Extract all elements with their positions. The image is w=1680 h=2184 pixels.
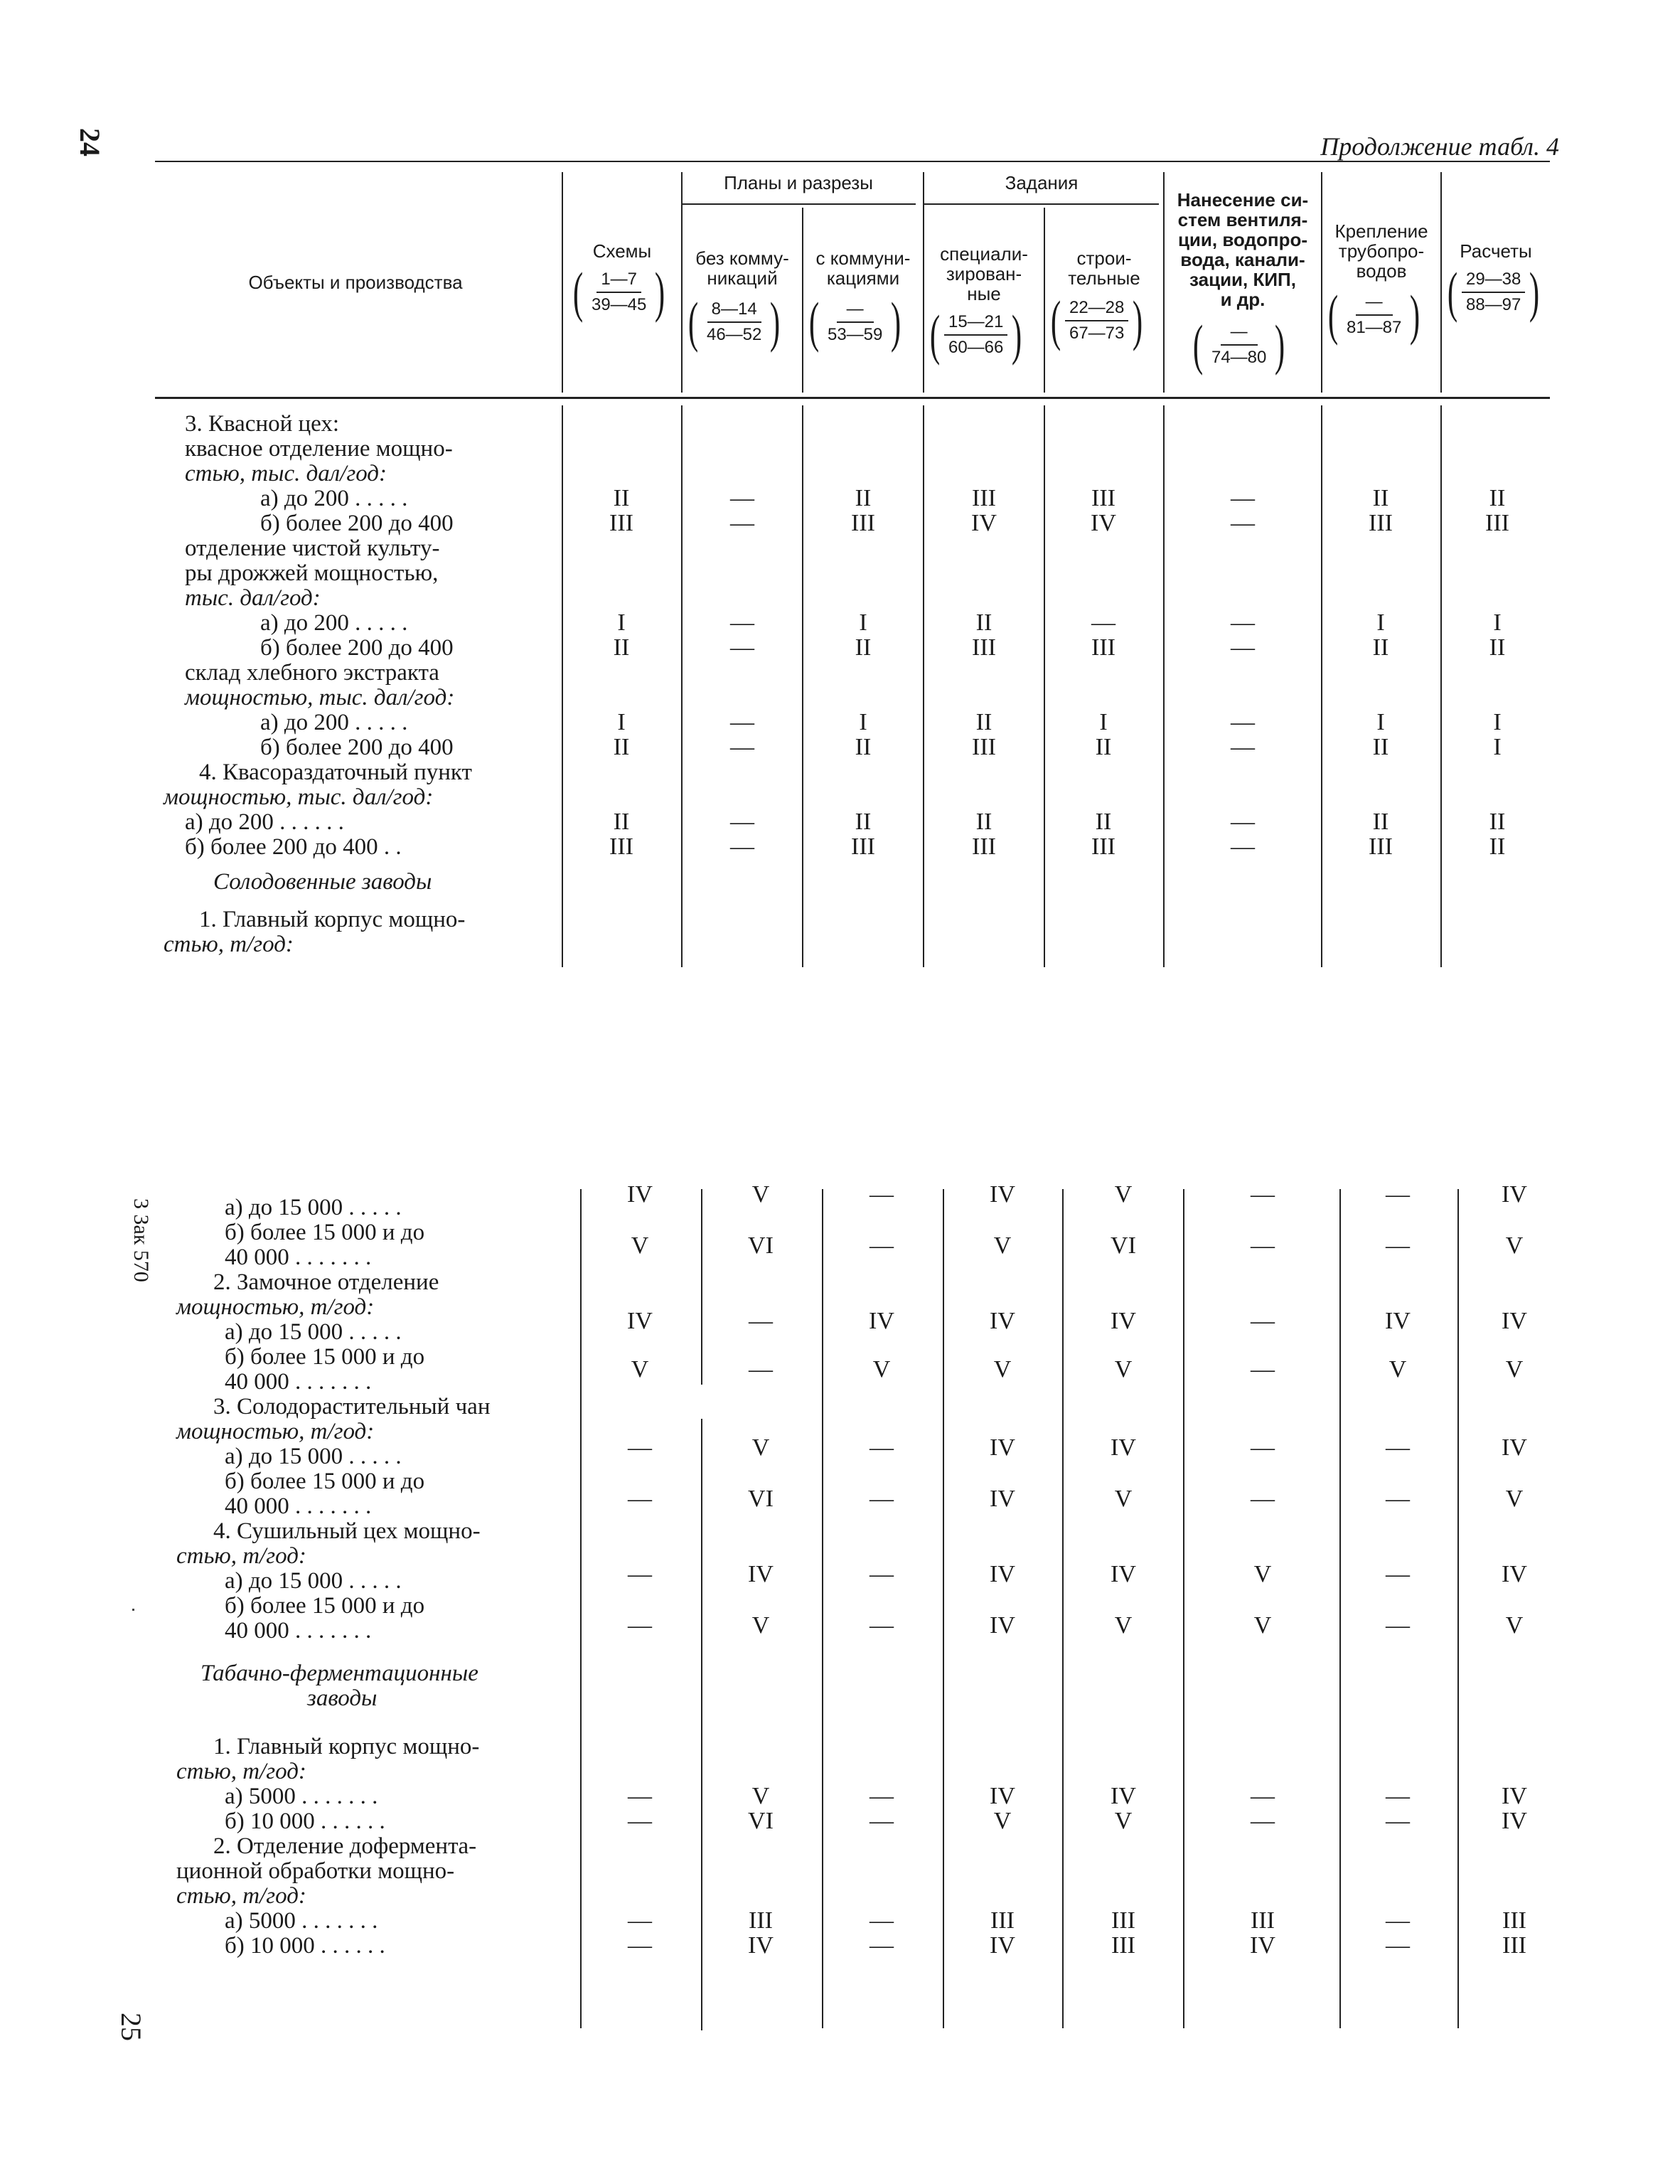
top-cell-r6-c2: II [855,809,872,835]
continuation-title: Продолжение табл. 4 [1320,132,1559,161]
top-label-4: б) более 200 до 400 [260,511,454,536]
bottom-cell-r5-c0: — [628,1486,652,1512]
bottom-cell-r1-c3: V [993,1232,1012,1259]
top-cell-r7-c6: III [1369,833,1393,860]
bottom-cell-r10-c1: III [749,1907,773,1934]
bottom-label-16: б) более 15 000 и до [225,1593,425,1619]
bottom-label-13: 4. Сушильный цех мощно- [213,1518,481,1544]
bottom-cell-r3-c0: V [631,1356,649,1383]
bottom-cell-r2-c3: IV [990,1308,1015,1334]
top-cell-r0-c0: II [613,485,630,511]
bottom-cell-r9-c5: — [1251,1808,1275,1834]
col-fastening-fraction: ( $\frac{—}{81—87}$ ) [1327,284,1420,346]
bottom-cell-r11-c6: — [1386,1932,1410,1959]
col-tasks-special-l3: ные [967,283,1001,304]
col-systems-l2: стем вентиля- [1177,209,1308,230]
top-div-5 [1044,405,1045,967]
top-cell-r1-c5: — [1231,510,1255,536]
bottom-cell-r8-c7: IV [1502,1783,1527,1809]
header-bottom-rule [155,397,1550,399]
top-label-2: стью, тыс. дал/год: [185,461,387,486]
col-tasks-building-l1: строи- [1076,247,1132,269]
top-cell-r3-c6: II [1372,634,1389,661]
bottom-cell-r6-c4: IV [1111,1561,1136,1587]
bot-div-7 [1339,1189,1341,2028]
bottom-cell-r1-c4: VI [1111,1232,1136,1259]
col-plans-without-fraction: ( $\frac{8—14}{46—52}$ ) [687,291,781,353]
col-systems-l1: Нанесение си- [1177,189,1309,211]
bottom-cell-r6-c7: IV [1502,1561,1527,1587]
top-div-3 [802,405,803,967]
bottom-label-28: б) 10 000 . . . . . . [225,1933,385,1959]
tasks-group-rule [924,203,1159,205]
top-cell-r5-c4: II [1095,734,1112,760]
top-cell-r3-c1: — [730,634,754,661]
top-cell-r5-c7: I [1493,734,1502,760]
bottom-cell-r11-c1: IV [748,1932,774,1959]
bottom-cell-r4-c4: IV [1111,1434,1136,1461]
margin-note: 3 Зак 570 [129,1198,153,1282]
bottom-label-1: б) более 15 000 и до [225,1220,425,1245]
bottom-cell-r9-c2: — [870,1808,894,1834]
top-label-6: ры дрожжей мощностью, [185,560,439,586]
bottom-cell-r6-c2: — [870,1561,894,1587]
bottom-cell-r4-c1: V [751,1434,770,1461]
col-systems-l6: и др. [1220,289,1266,310]
bottom-cell-r11-c2: — [870,1932,894,1959]
top-cell-r7-c4: III [1091,833,1115,860]
bottom-cell-r8-c6: — [1386,1783,1410,1809]
top-cell-r4-c1: — [730,709,754,735]
bottom-label-23: б) 10 000 . . . . . . [225,1809,385,1834]
bottom-label-24: 2. Отделение доферментa- [213,1833,477,1859]
top-cell-r6-c3: II [975,809,993,835]
col-plans-with-l2: кациями [826,267,900,289]
bottom-cell-r2-c2: IV [869,1308,894,1334]
top-cell-r2-c0: I [617,609,626,636]
top-label-16: а) до 200 . . . . . . [185,809,344,835]
right-page-number: 25 [115,2013,147,2041]
bottom-cell-r7-c6: — [1386,1612,1410,1639]
col-plans-with-l1: с коммуни- [815,247,911,269]
top-cell-r1-c3: IV [971,510,997,536]
top-cell-r2-c3: II [975,609,993,636]
bot-div-3 [822,1189,823,2028]
top-cell-r1-c2: III [851,510,875,536]
bottom-cell-r0-c6: — [1386,1181,1410,1208]
top-cell-r3-c3: III [972,634,996,661]
top-cell-r5-c5: — [1231,734,1255,760]
bottom-cell-r4-c3: IV [990,1434,1015,1461]
bottom-cell-r8-c1: V [751,1783,770,1809]
top-cell-r5-c3: III [972,734,996,760]
bottom-cell-r3-c7: V [1505,1356,1524,1383]
bottom-cell-r2-c6: IV [1385,1308,1411,1334]
bottom-cell-r8-c5: — [1251,1783,1275,1809]
bottom-label-14: стью, т/год: [176,1543,306,1569]
bottom-label-8: 3. Солодорастительный чан [213,1394,491,1419]
col-plans-with-fraction: ( $\frac{—}{53—59}$ ) [808,291,901,353]
bottom-label-25: ционной обработки мощно- [176,1858,455,1884]
top-cell-r6-c6: II [1372,809,1389,835]
top-cell-r2-c7: I [1493,609,1502,636]
top-cell-r4-c2: I [859,709,867,735]
bottom-cell-r3-c5: — [1251,1356,1275,1383]
bottom-label-26: стью, т/год: [176,1883,306,1909]
top-cell-r4-c0: I [617,709,626,735]
bottom-cell-r10-c7: III [1502,1907,1526,1934]
bottom-cell-r1-c1: VI [748,1232,774,1259]
bottom-cell-r7-c2: — [870,1612,894,1639]
bottom-label-0: а) до 15 000 . . . . . [225,1195,402,1220]
top-rule [155,161,1550,162]
bottom-cell-r3-c1: — [749,1356,773,1383]
col-plans-without-l1: без комму- [695,247,789,269]
top-cell-r4-c3: II [975,709,993,735]
top-cell-r7-c0: III [609,833,633,860]
top-label-0: 3. Квасной цех: [185,411,340,437]
col-systems-fraction: ( $\frac{—}{74—80}$ ) [1192,314,1285,375]
bottom-cell-r3-c2: V [872,1356,891,1383]
top-cell-r7-c2: III [851,833,875,860]
top-cell-r0-c5: — [1231,485,1255,511]
top-cell-r0-c7: II [1489,485,1506,511]
top-cell-r1-c7: III [1485,510,1509,536]
top-div-8 [1440,405,1442,967]
bottom-cell-r10-c5: III [1251,1907,1275,1934]
top-cell-r1-c0: III [609,510,633,536]
bottom-cell-r6-c6: — [1386,1561,1410,1587]
bottom-cell-r7-c4: V [1114,1612,1133,1639]
bottom-cell-r9-c3: V [993,1808,1012,1834]
bottom-cell-r1-c0: V [631,1232,649,1259]
bottom-cell-r3-c4: V [1114,1356,1133,1383]
bottom-cell-r0-c4: V [1114,1181,1133,1208]
col-tasks-building-l2: тельные [1068,267,1140,289]
bottom-cell-r4-c2: — [870,1434,894,1461]
bot-div-2a [701,1189,702,1385]
top-div-6 [1163,405,1165,967]
bottom-label-27: а) 5000 . . . . . . . [225,1908,378,1934]
top-label-17: б) более 200 до 400 . . [185,834,402,860]
bottom-label-10: а) до 15 000 . . . . . [225,1444,402,1469]
top-cell-r6-c1: — [730,809,754,835]
bottom-cell-r2-c0: IV [627,1308,653,1334]
top-div-4 [923,405,924,967]
hdr-div-3 [802,208,803,393]
col-plans-without-l2: никаций [707,267,778,289]
top-label-12: а) до 200 . . . . . [260,710,408,735]
top-label-1: квасное отделение мощно- [185,436,453,462]
top-cell-r2-c4: — [1091,609,1115,636]
bottom-label-6: б) более 15 000 и до [225,1344,425,1370]
plans-group-rule [681,203,916,205]
bottom-cell-r5-c4: V [1114,1486,1133,1512]
top-cell-r3-c2: II [855,634,872,661]
margin-dot [132,1609,134,1611]
top-cell-r6-c7: II [1489,809,1506,835]
bottom-label-11: б) более 15 000 и до [225,1469,425,1494]
top-cell-r5-c6: II [1372,734,1389,760]
bottom-cell-r5-c7: V [1505,1486,1524,1512]
bottom-label-4: мощностью, т/год: [176,1294,375,1320]
bottom-label-9: мощностью, т/год: [176,1419,375,1444]
hdr-div-1 [562,172,563,393]
col-objects-header: Объекты и производства [248,272,463,293]
bottom-cell-r11-c0: — [628,1932,652,1959]
top-label-18: Солодовенные заводы [213,869,432,895]
bottom-cell-r9-c0: — [628,1808,652,1834]
tasks-group-header: Задания [1005,172,1079,193]
col-fastening-l2: трубопро- [1338,240,1425,262]
top-label-7: тыс. дал/год: [185,585,321,611]
bottom-cell-r7-c0: — [628,1612,652,1639]
top-cell-r4-c4: I [1099,709,1108,735]
top-label-13: б) более 200 до 400 [260,735,454,760]
col-fastening-l3: водов [1356,260,1407,282]
bottom-label-15: а) до 15 000 . . . . . [225,1568,402,1594]
top-cell-r0-c6: II [1372,485,1389,511]
bottom-cell-r4-c6: — [1386,1434,1410,1461]
bottom-cell-r2-c5: — [1251,1308,1275,1334]
top-cell-r4-c7: I [1493,709,1502,735]
top-div-7 [1321,405,1322,967]
bot-div-2b [701,1419,702,2030]
top-label-15: мощностью, тыс. дал/год: [164,784,434,810]
top-label-10: склад хлебного экстракта [185,660,439,686]
bottom-cell-r5-c1: VI [748,1486,774,1512]
top-label-8: а) до 200 . . . . . [260,610,408,636]
bottom-cell-r7-c3: IV [990,1612,1015,1639]
top-label-11: мощностью, тыс. дал/год: [185,685,455,710]
top-cell-r2-c1: — [730,609,754,636]
bottom-cell-r0-c7: IV [1502,1181,1527,1208]
top-cell-r5-c2: II [855,734,872,760]
bottom-cell-r6-c1: IV [748,1561,774,1587]
top-cell-r0-c2: II [855,485,872,511]
bottom-label-19: заводы [307,1685,378,1711]
bottom-cell-r7-c5: V [1253,1612,1272,1639]
col-calc-fraction: ( $\frac{29—38}{88—97}$ ) [1447,261,1540,323]
top-div-2 [681,405,683,967]
bottom-label-2: 40 000 . . . . . . . [225,1245,372,1270]
bottom-cell-r10-c3: III [990,1907,1015,1934]
bottom-cell-r1-c2: — [870,1232,894,1259]
bottom-cell-r6-c0: — [628,1561,652,1587]
bottom-cell-r5-c5: — [1251,1486,1275,1512]
col-systems-l5: зации, КИП, [1189,269,1296,290]
bot-div-8 [1457,1189,1459,2028]
plans-group-header: Планы и разрезы [724,172,873,193]
top-cell-r3-c5: — [1231,634,1255,661]
bottom-cell-r5-c6: — [1386,1486,1410,1512]
bottom-cell-r3-c6: V [1389,1356,1407,1383]
top-cell-r6-c5: — [1231,809,1255,835]
col-systems-l4: вода, канали- [1180,249,1305,270]
top-cell-r3-c0: II [613,634,630,661]
bottom-cell-r8-c3: IV [990,1783,1015,1809]
bottom-label-18: Табачно-ферментационные [200,1661,478,1686]
bot-div-6 [1183,1189,1184,2028]
bottom-cell-r1-c5: — [1251,1232,1275,1259]
top-cell-r0-c4: III [1091,485,1115,511]
top-cell-r4-c5: — [1231,709,1255,735]
bottom-cell-r1-c6: — [1386,1232,1410,1259]
bot-div-1 [580,1189,582,2028]
bottom-label-22: а) 5000 . . . . . . . [225,1784,378,1809]
top-cell-r3-c7: II [1489,634,1506,661]
top-label-20: стью, т/год: [164,932,294,957]
bottom-label-3: 2. Замочное отделение [213,1269,439,1295]
col-tasks-building-fraction: ( $\frac{22—28}{67—73}$ ) [1050,289,1143,351]
top-cell-r0-c3: III [972,485,996,511]
bottom-cell-r0-c2: — [870,1181,894,1208]
top-cell-r5-c0: II [613,734,630,760]
bottom-cell-r2-c7: IV [1502,1308,1527,1334]
col-tasks-special-l1: специали- [940,243,1028,265]
top-cell-r7-c7: II [1489,833,1506,860]
bottom-cell-r9-c4: V [1114,1808,1133,1834]
top-cell-r2-c5: — [1231,609,1255,636]
bottom-cell-r0-c1: V [751,1181,770,1208]
hdr-div-7 [1321,172,1322,393]
bottom-cell-r10-c0: — [628,1907,652,1934]
bottom-cell-r8-c4: IV [1111,1783,1136,1809]
bottom-cell-r7-c7: V [1505,1612,1524,1639]
bottom-cell-r9-c7: IV [1502,1808,1527,1834]
bottom-cell-r5-c2: — [870,1486,894,1512]
hdr-div-5 [1044,208,1045,393]
bot-div-4 [943,1189,944,2028]
top-cell-r7-c1: — [730,833,754,860]
hdr-div-8 [1440,172,1442,393]
bottom-label-21: стью, т/год: [176,1759,306,1784]
bottom-label-12: 40 000 . . . . . . . [225,1493,372,1519]
bottom-cell-r10-c2: — [870,1907,894,1934]
top-cell-r1-c6: III [1369,510,1393,536]
bottom-cell-r9-c6: — [1386,1808,1410,1834]
top-cell-r2-c6: I [1376,609,1385,636]
top-cell-r1-c1: — [730,510,754,536]
top-cell-r7-c3: III [972,833,996,860]
bottom-cell-r6-c5: V [1253,1561,1272,1587]
bottom-cell-r11-c5: IV [1250,1932,1275,1959]
top-div-1 [562,405,563,967]
bottom-label-5: а) до 15 000 . . . . . [225,1319,402,1345]
top-label-19: 1. Главный корпус мощно- [199,907,466,932]
top-label-3: а) до 200 . . . . . [260,486,408,511]
top-cell-r7-c5: — [1231,833,1255,860]
top-cell-r6-c4: II [1095,809,1112,835]
bottom-cell-r5-c3: IV [990,1486,1015,1512]
bottom-label-17: 40 000 . . . . . . . [225,1618,372,1644]
bottom-cell-r3-c3: V [993,1356,1012,1383]
top-label-5: отделение чистой культу- [185,536,440,561]
col-tasks-special-l2: зирован- [946,263,1022,284]
top-cell-r5-c1: — [730,734,754,760]
top-cell-r4-c6: I [1376,709,1385,735]
left-page-number: 24 [74,128,106,156]
bottom-cell-r4-c0: — [628,1434,652,1461]
bottom-cell-r11-c3: IV [990,1932,1015,1959]
top-cell-r2-c2: I [859,609,867,636]
col-calc-header: Расчеты [1460,240,1532,262]
top-cell-r0-c1: — [730,485,754,511]
bottom-cell-r7-c1: V [751,1612,770,1639]
bottom-cell-r8-c0: — [628,1783,652,1809]
bottom-cell-r10-c6: — [1386,1907,1410,1934]
bottom-cell-r2-c1: — [749,1308,773,1334]
bottom-cell-r6-c3: IV [990,1561,1015,1587]
bottom-cell-r0-c3: IV [990,1181,1015,1208]
bottom-cell-r11-c7: III [1502,1932,1526,1959]
bottom-cell-r2-c4: IV [1111,1308,1136,1334]
col-schemes-fraction: ( $\frac{1—7}{39—45}$ ) [572,261,665,323]
bottom-cell-r9-c1: VI [748,1808,774,1834]
top-label-9: б) более 200 до 400 [260,635,454,661]
col-tasks-special-fraction: ( $\frac{15—21}{60—66}$ ) [929,304,1022,366]
bottom-cell-r4-c7: IV [1502,1434,1527,1461]
col-systems-l3: ции, водопро- [1177,229,1308,250]
top-label-14: 4. Квасораздаточный пункт [199,760,472,785]
col-fastening-l1: Крепление [1334,220,1428,242]
bottom-cell-r10-c4: III [1111,1907,1135,1934]
top-cell-r6-c0: II [613,809,630,835]
bottom-cell-r0-c0: IV [627,1181,653,1208]
top-cell-r1-c4: IV [1091,510,1116,536]
bottom-label-20: 1. Главный корпус мощно- [213,1734,480,1759]
bottom-cell-r0-c5: — [1251,1181,1275,1208]
bottom-cell-r4-c5: — [1251,1434,1275,1461]
col-schemes-header: Схемы [592,240,652,262]
bottom-label-7: 40 000 . . . . . . . [225,1369,372,1395]
bot-div-5 [1062,1189,1064,2028]
bottom-cell-r8-c2: — [870,1783,894,1809]
bottom-cell-r1-c7: V [1505,1232,1524,1259]
top-cell-r3-c4: III [1091,634,1115,661]
bottom-cell-r11-c4: III [1111,1932,1135,1959]
